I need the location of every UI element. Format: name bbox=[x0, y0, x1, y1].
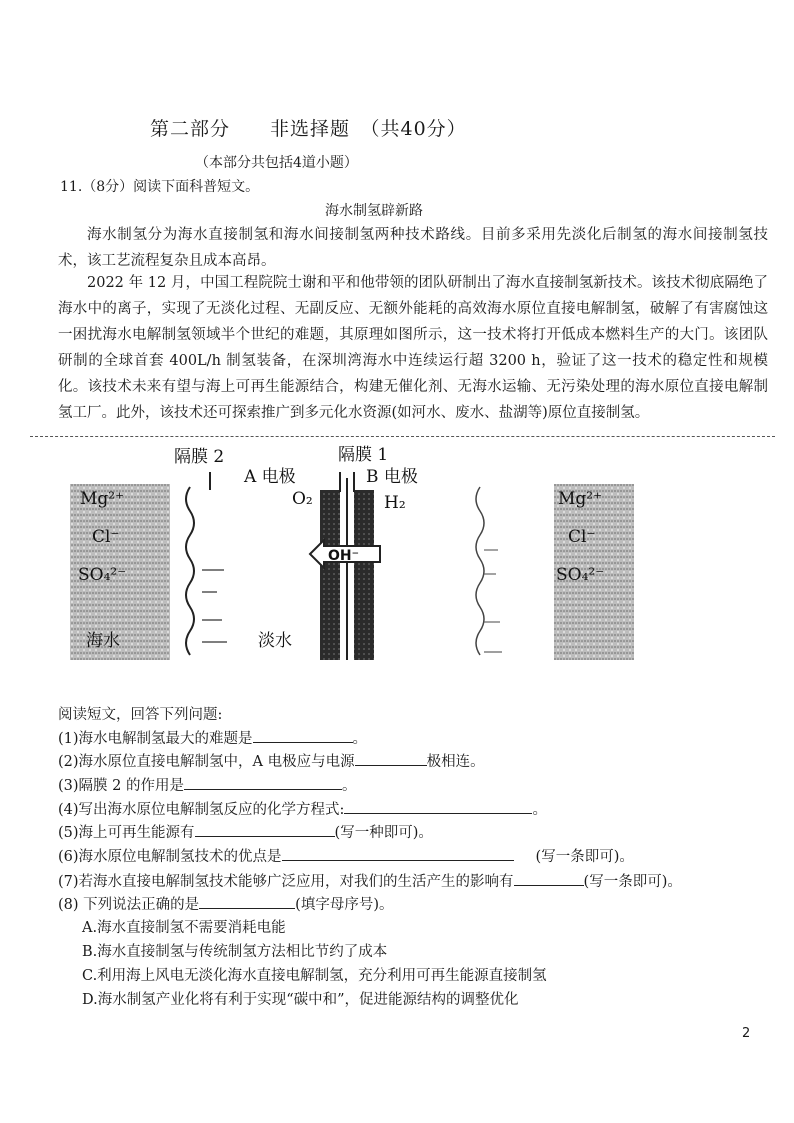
ion-cl-left: Cl⁻ bbox=[92, 527, 120, 547]
q2-text: (2)海水原位直接电解制氢中，A 电极应与电源 bbox=[58, 754, 355, 770]
ion-mg-right: Mg²⁺ bbox=[558, 489, 603, 509]
q5-suffix: (写一种即可)。 bbox=[334, 825, 433, 841]
membrane-2-line bbox=[186, 487, 194, 655]
q8-text: (8) 下列说法正确的是 bbox=[58, 897, 200, 913]
q7-answer-blank[interactable] bbox=[514, 871, 584, 886]
question-3 bbox=[58, 774, 758, 795]
question-6 bbox=[58, 845, 758, 866]
ion-so4-right: SO₄²⁻ bbox=[556, 565, 605, 585]
q5-text: (5)海上可再生能源有 bbox=[58, 825, 195, 841]
electrode-b bbox=[354, 490, 374, 660]
option-a: A.海水直接制氢不需要消耗电能 bbox=[82, 920, 286, 936]
question-number-line: 11.（8分）阅读下面科普短文。 bbox=[60, 179, 260, 195]
article-paragraph-1: 海水制氢分为海水直接制氢和海水间接制氢两种技术路线。目前多采用先淡化后制氢的海水间接制氢技术，该工艺流程复杂且成本高昂。 bbox=[58, 227, 768, 269]
q7-text: (7)若海水直接电解制氢技术能够广泛应用，对我们的生活产生的影响有 bbox=[58, 874, 514, 890]
label-membrane-1: 隔膜 1 bbox=[338, 445, 389, 465]
divider bbox=[30, 436, 775, 437]
membrane-right-line bbox=[476, 487, 484, 655]
label-h2: H₂ bbox=[384, 493, 406, 513]
page-number: 2 bbox=[742, 1026, 751, 1041]
label-seawater: 海水 bbox=[86, 631, 120, 651]
label-fresh-water: 淡水 bbox=[258, 631, 292, 651]
label-o2: O₂ bbox=[292, 489, 313, 509]
option-c: C.利用海上风电无淡化海水直接电解制氢，充分利用可再生能源直接制氢 bbox=[82, 968, 547, 984]
label-oh: OH⁻ bbox=[328, 548, 360, 564]
q2-suffix: 极相连。 bbox=[426, 754, 485, 770]
q1-suffix: 。 bbox=[352, 731, 368, 747]
option-b: B.海水直接制氢与传统制氢方法相比节约了成本 bbox=[82, 944, 388, 960]
q7-suffix: (写一条即可)。 bbox=[583, 874, 682, 890]
article-title: 海水制氢辟新路 bbox=[325, 203, 423, 219]
ion-so4-left: SO₄²⁻ bbox=[78, 565, 127, 585]
label-membrane-2: 隔膜 2 bbox=[174, 447, 225, 467]
q1-text: (1)海水电解制氢最大的难题是 bbox=[58, 731, 253, 747]
question-2 bbox=[58, 750, 758, 771]
question-8 bbox=[58, 893, 758, 914]
q2-answer-blank[interactable] bbox=[355, 751, 427, 766]
q4-text: (4)写出海水原位电解制氢反应的化学方程式: bbox=[58, 802, 345, 818]
electrolysis-diagram bbox=[62, 442, 672, 667]
q3-answer-blank[interactable] bbox=[184, 775, 342, 790]
q4-suffix: 。 bbox=[532, 802, 547, 818]
option-d: D.海水制氢产业化将有利于实现“碳中和”，促进能源结构的调整优化 bbox=[82, 992, 519, 1008]
ion-mg-left: Mg²⁺ bbox=[80, 489, 125, 509]
q5-answer-blank[interactable] bbox=[195, 822, 335, 837]
questions-intro: 阅读短文，回答下列问题: bbox=[58, 707, 223, 723]
q6-answer-blank[interactable] bbox=[282, 846, 514, 861]
question-7 bbox=[58, 870, 758, 891]
q3-suffix: 。 bbox=[341, 778, 357, 794]
q3-text: (3)隔膜 2 的作用是 bbox=[58, 778, 184, 794]
question-5 bbox=[58, 821, 758, 842]
q1-answer-blank[interactable] bbox=[253, 728, 353, 743]
question-1 bbox=[58, 727, 758, 748]
q6-suffix: (写一条即可)。 bbox=[535, 849, 634, 865]
electrode-a bbox=[320, 490, 340, 660]
q8-suffix: (填字母序号)。 bbox=[295, 897, 394, 913]
q4-answer-blank[interactable] bbox=[344, 799, 532, 814]
question-4 bbox=[58, 798, 758, 819]
article-paragraph-2: 2022 年 12 月，中国工程院院士谢和平和他带领的团队研制出了海水直接制氢新技术。该技术彻底隔绝了海水中的离子，实现了无淡化过程、无副反应、无额外能耗的高效海水原位直接电解制氢，破解了有害腐蚀这一困扰海水电解制氢领域半个世纪的难题，其原理如图所示，这一技术将打开低成本燃料生产的大门。该团队研制的全球首套 400L/h 制氢装备，在深圳湾海水中连续运行超 3200 h，验证了这一技术的稳定性和规模化。该技术未来有望与海上可再生能源结合，构建无催化剂、无海水运输、无污染处理的海水原位直接电解制氢工厂。此外，该技术还可探索推广到多元化水资源(如河水、废水、盐湖等)原位直接制氢。 bbox=[58, 275, 768, 421]
q6-text: (6)海水原位电解制氢技术的优点是 bbox=[58, 849, 282, 865]
q8-answer-blank[interactable] bbox=[199, 894, 295, 909]
label-electrode-b: B 电极 bbox=[366, 467, 418, 487]
section-note: （本部分共包括4道小题） bbox=[195, 155, 358, 171]
section-title: 第二部分 非选择题 （共40分） bbox=[150, 118, 467, 140]
ion-cl-right: Cl⁻ bbox=[568, 527, 596, 547]
label-electrode-a: A 电极 bbox=[244, 467, 296, 487]
